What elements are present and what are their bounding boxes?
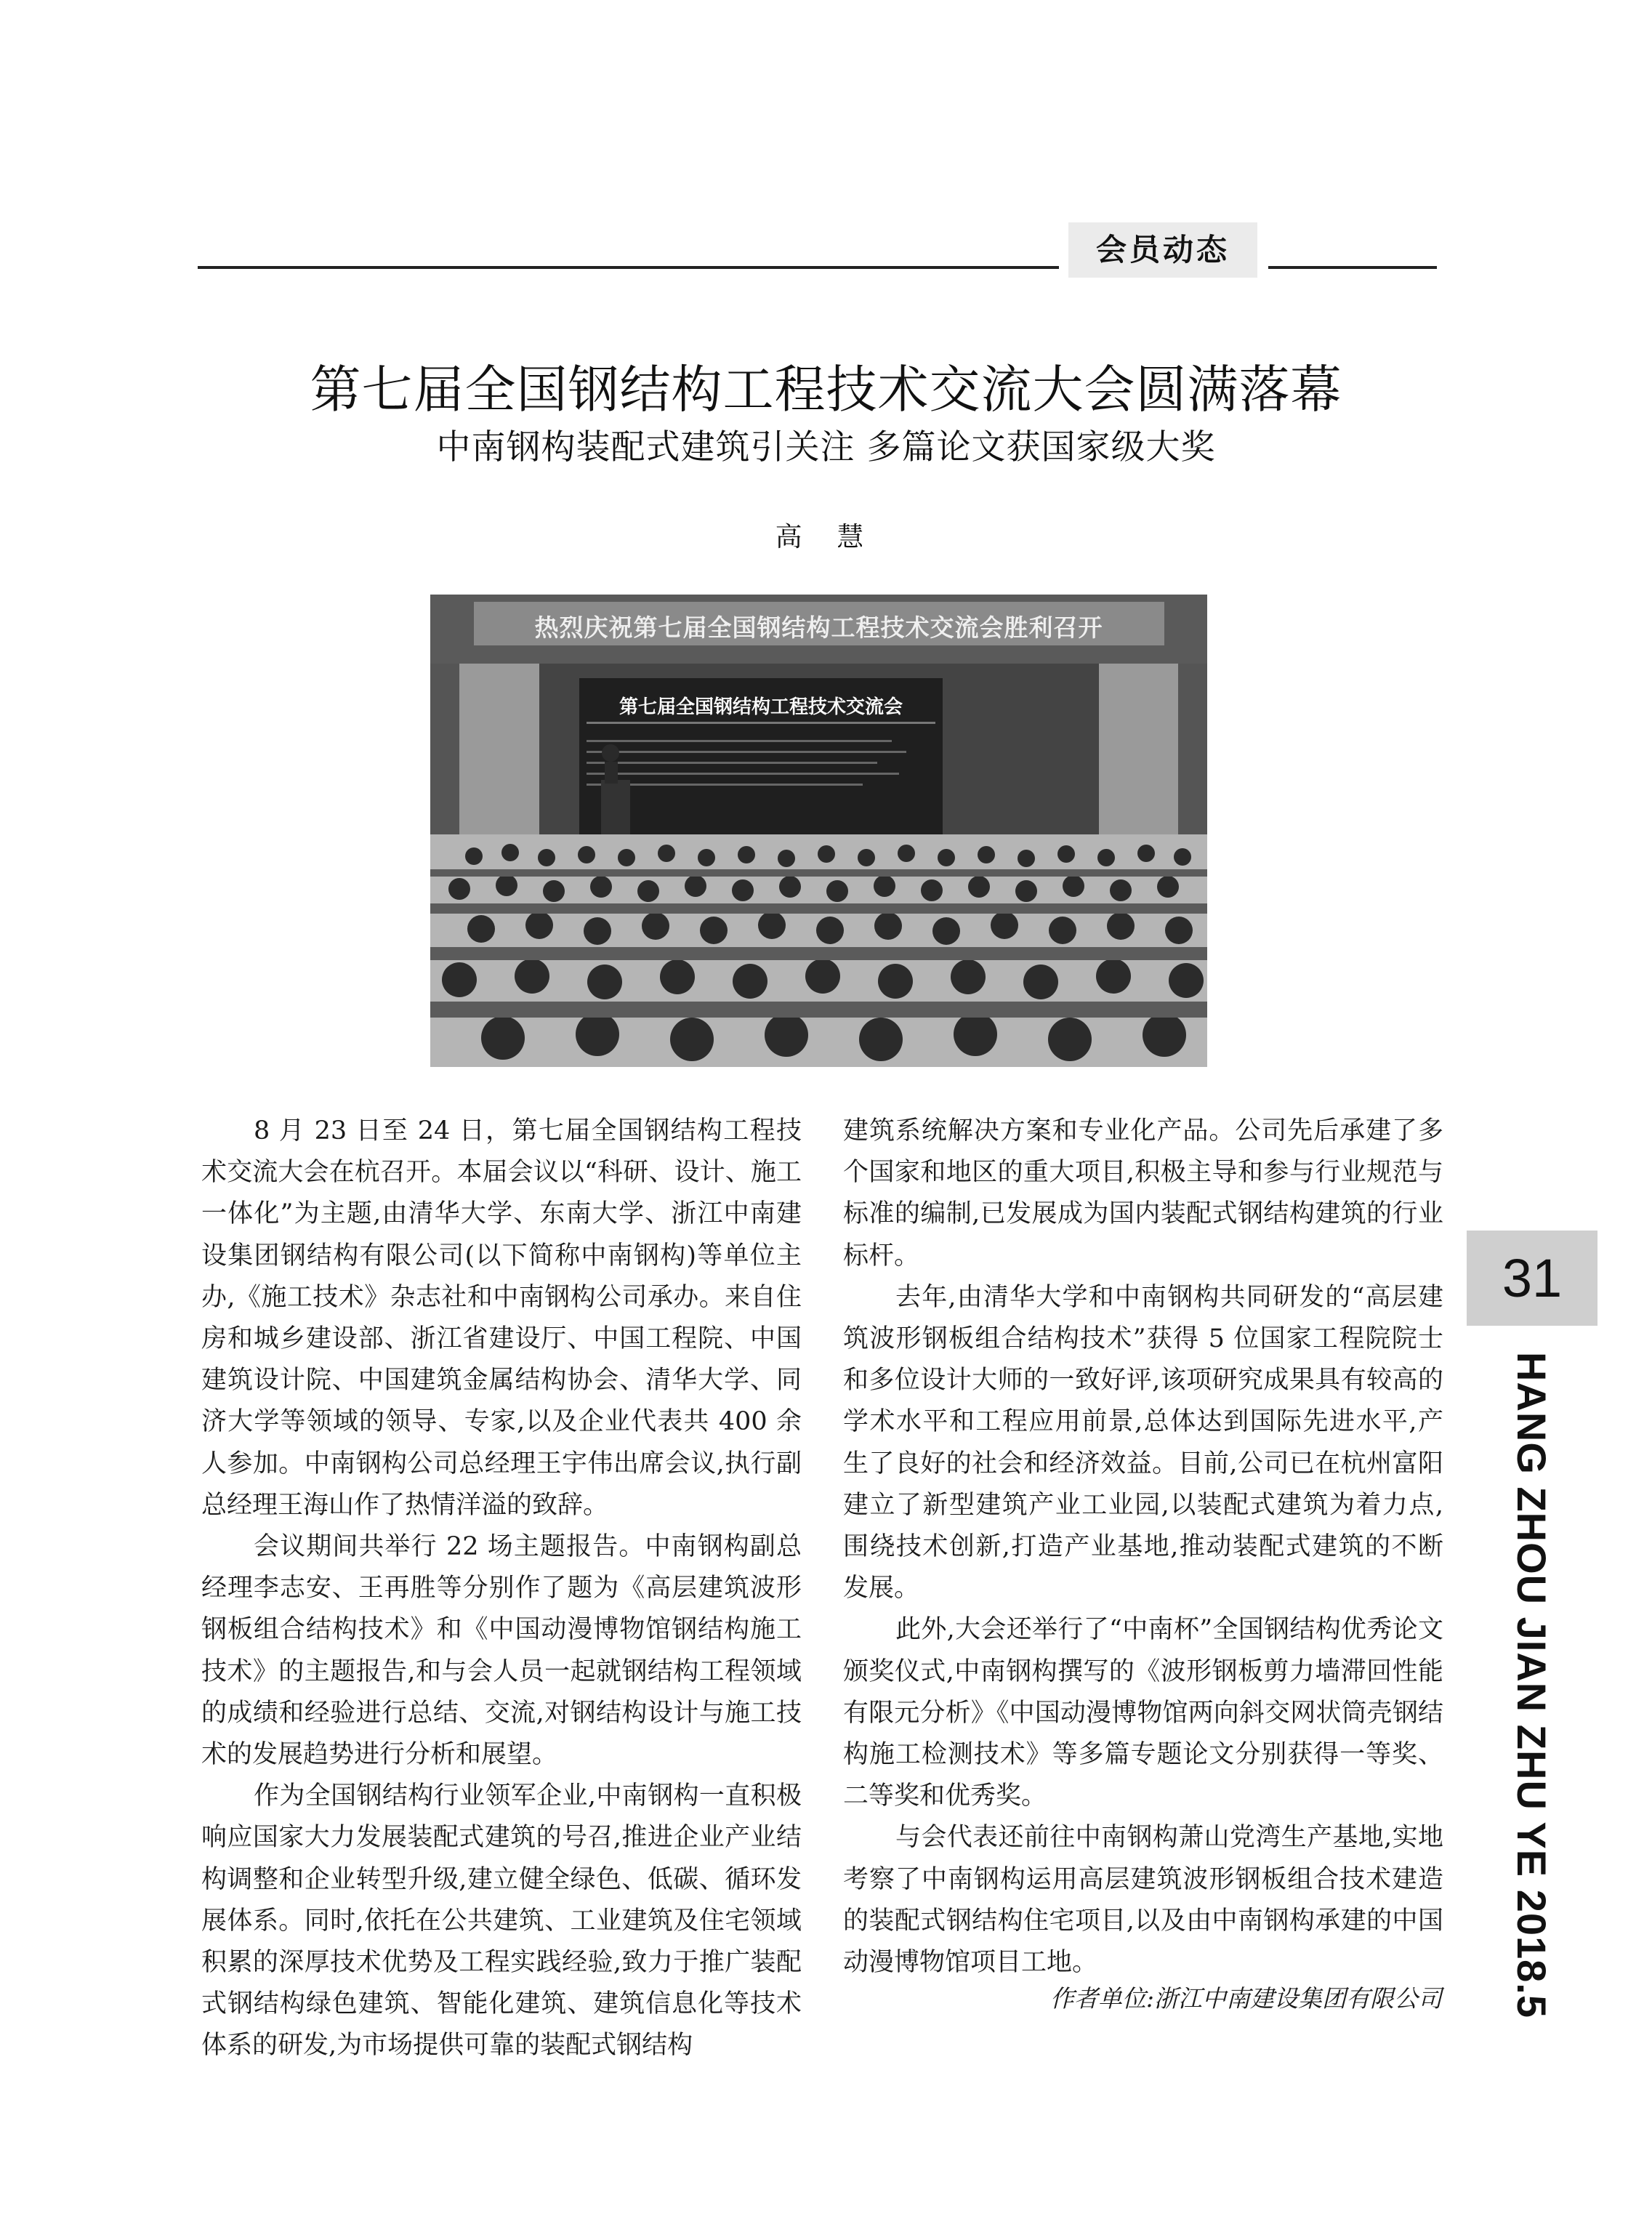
section-label: 会员动态 xyxy=(1068,222,1257,278)
journal-name: HANG ZHOU JIAN ZHU YE 2018.5 xyxy=(1509,1352,1555,2018)
paragraph: 8 月 23 日至 24 日，第七届全国钢结构工程技术交流大会在杭召开。本届会议以“科研、设计、施工一体化”为主题,由清华大学、东南大学、浙江中南建设集团钢结构有限公司(以下简称中南钢构)等单位主办,《施工技术》杂志社和中南钢构公司承办。来自住房和城乡建设部、浙江省建设厅、中国工程院、中国建筑设计院、中国建筑金属结构协会、清华大学、同济大学等领域的领导、专家,以及企业代表共 400 余人参加。中南钢构公司总经理王宇伟出席会议,执行副总经理王海山作了热情洋溢的致辞。 xyxy=(201,1116,802,1520)
paragraph: 建筑系统解决方案和专业化产品。公司先后承建了多个国家和地区的重大项目,积极主导和参与行业规范与标准的编制,已发展成为国内装配式钢结构建筑的行业标杆。 xyxy=(843,1116,1443,1270)
article-left-column xyxy=(201,1111,802,2067)
author-affiliation: 作者单位:浙江中南建设集团有限公司 xyxy=(1049,1984,1442,2013)
paragraph: 与会代表还前往中南钢构萧山党湾生产基地,实地考察了中南钢构运用高层建筑波形钢板组合技术建造的装配式钢结构住宅项目,以及由中南钢构承建的中国动漫博物馆项目工地。 xyxy=(843,1823,1443,1978)
article-right-column xyxy=(843,1111,1443,1984)
paragraph: 会议期间共举行 22 场主题报告。中南钢构副总经理李志安、王再胜等分别作了题为《高层建筑波形钢板组合结构技术》和《中国动漫博物馆钢结构施工技术》的主题报告,和与会人员一起就钢结构工程领域的成绩和经验进行总结、交流,对钢结构设计与施工技术的发展趋势进行分析和展望。 xyxy=(201,1532,802,1770)
article-title: 第七届全国钢结构工程技术交流大会圆满落幕 xyxy=(310,360,1342,419)
paragraph: 去年,由清华大学和中南钢构共同研发的“高层建筑波形钢板组合结构技术”获得 5 位国家工程院院士和多位设计大师的一致好评,该项研究成果具有较高的学术水平和工程应用前景,总体达到国际先进水平,产生了良好的社会和经济效益。目前,公司已在杭州富阳建立了新型建筑产业工业园,以装配式建筑为着力点,围绕技术创新,打造产业基地,推动装配式建筑的不断发展。 xyxy=(843,1282,1443,1603)
photo-screen-text: 第七届全国钢结构工程技术交流会 xyxy=(619,696,903,718)
paragraph: 作为全国钢结构行业领军企业,中南钢构一直积极响应国家大力发展装配式建筑的号召,推进企业产业结构调整和企业转型升级,建立健全绿色、低碳、循环发展体系。同时,依托在公共建筑、工业建筑及住宅领域积累的深厚技术优势及工程实践经验,致力于推广装配式钢结构绿色建筑、智能化建筑、建筑信息化等技术体系的研发,为市场提供可靠的装配式钢结构 xyxy=(201,1781,802,2061)
header-rule-left xyxy=(198,266,1059,269)
conference-photo xyxy=(430,595,1207,1067)
article-subtitle: 中南钢构装配式建筑引关注 多篇论文获国家级大奖 xyxy=(436,427,1216,467)
paragraph: 此外,大会还举行了“中南杯”全国钢结构优秀论文颁奖仪式,中南钢构撰写的《波形钢板剪力墙滞回性能有限元分析》《中国动漫博物馆两向斜交网状筒壳钢结构施工检测技术》等多篇专题论文分别获得一等奖、二等奖和优秀奖。 xyxy=(843,1615,1443,1811)
article-author: 高 慧 xyxy=(775,521,877,552)
page-number: 31 xyxy=(1467,1231,1597,1326)
photo-banner-text: 热烈庆祝第七届全国钢结构工程技术交流会胜利召开 xyxy=(534,613,1103,642)
header-rule-right xyxy=(1268,266,1437,269)
